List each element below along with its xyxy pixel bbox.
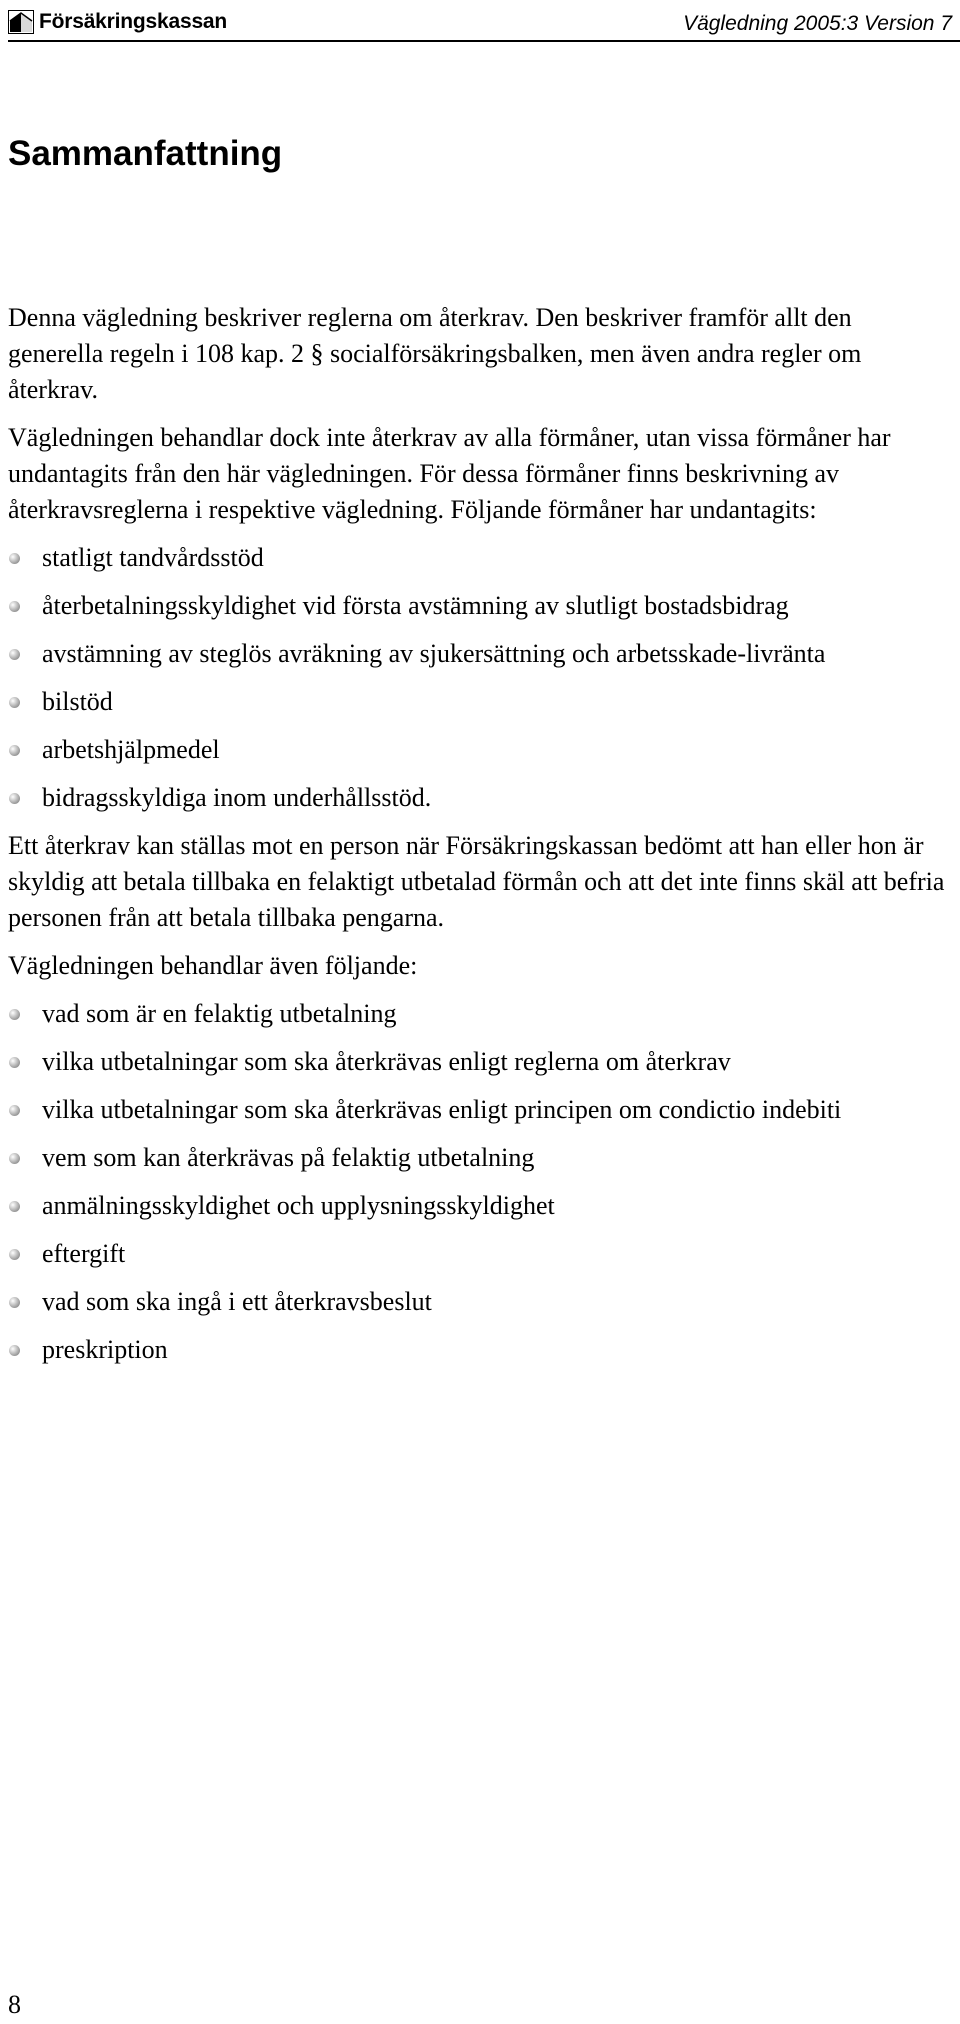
document-version: Vägledning 2005:3 Version 7 xyxy=(683,12,952,35)
intro-paragraph: Denna vägledning beskriver reglerna om återkrav. Den beskriver framför allt den generella regeln i 108 kap. 2 § socialförsäkringsbalken, men även andra regler om återkrav. xyxy=(8,303,862,404)
bullet-icon xyxy=(9,1009,20,1020)
exceptions-paragraph: Vägledningen behandlar dock inte återkrav av alla förmåner, utan vissa förmåner har undantagits från den här vägledningen. För dessa förmåner finns beskrivning av återkravsreglerna i respektive vägledning. Följande förmåner har undantagits: xyxy=(8,423,891,524)
list-item: vad som ska ingå i ett återkravsbeslut xyxy=(8,1284,948,1320)
list-item: bidragsskyldiga inom underhållsstöd. xyxy=(8,780,948,816)
bullet-icon xyxy=(9,1249,20,1260)
list-item: arbetshjälpmedel xyxy=(8,732,948,768)
bullet-icon xyxy=(9,1105,20,1116)
bullet-icon xyxy=(9,601,20,612)
list-item: vilka utbetalningar som ska återkrävas enligt principen om condictio indebiti xyxy=(8,1092,948,1128)
document-body xyxy=(8,300,948,1380)
bullet-icon xyxy=(9,553,20,564)
list-item: vem som kan återkrävas på felaktig utbetalning xyxy=(8,1140,948,1176)
covers-paragraph: Vägledningen behandlar även följande: xyxy=(8,951,418,980)
bullet-icon xyxy=(9,697,20,708)
list-item: eftergift xyxy=(8,1236,948,1272)
bullet-icon xyxy=(9,793,20,804)
covered-topics-list xyxy=(8,996,948,1368)
list-item: vad som är en felaktig utbetalning xyxy=(8,996,948,1032)
list-item: återbetalningsskyldighet vid första avstämning av slutligt bostadsbidrag xyxy=(8,588,948,624)
list-item: statligt tandvårdsstöd xyxy=(8,540,948,576)
bullet-icon xyxy=(9,745,20,756)
bullet-icon xyxy=(9,1345,20,1356)
list-item: vilka utbetalningar som ska återkrävas enligt reglerna om återkrav xyxy=(8,1044,948,1080)
definition-paragraph: Ett återkrav kan ställas mot en person när Försäkringskassan bedömt att han eller hon är skyldig att betala tillbaka en felaktigt utbetalad förmån och att det inte finns skäl att befria personen från att betala tillbaka pengarna. xyxy=(8,831,945,932)
bullet-icon xyxy=(9,1297,20,1308)
bullet-icon xyxy=(9,1201,20,1212)
list-item: bilstöd xyxy=(8,684,948,720)
list-item: preskription xyxy=(8,1332,948,1368)
page-header xyxy=(8,6,952,40)
bullet-icon xyxy=(9,649,20,660)
list-item: anmälningsskyldighet och upplysningsskyldighet xyxy=(8,1188,948,1224)
house-logo-icon xyxy=(8,10,34,34)
page-title: Sammanfattning xyxy=(8,134,283,173)
list-item: avstämning av steglös avräkning av sjukersättning och arbetsskade-livränta xyxy=(8,636,948,672)
page-number: 8 xyxy=(8,1990,21,2019)
bullet-icon xyxy=(9,1057,20,1068)
excluded-benefits-list xyxy=(8,540,948,816)
logo-text: Försäkringskassan xyxy=(39,10,228,33)
logo xyxy=(8,10,227,34)
header-divider xyxy=(8,40,960,42)
bullet-icon xyxy=(9,1153,20,1164)
